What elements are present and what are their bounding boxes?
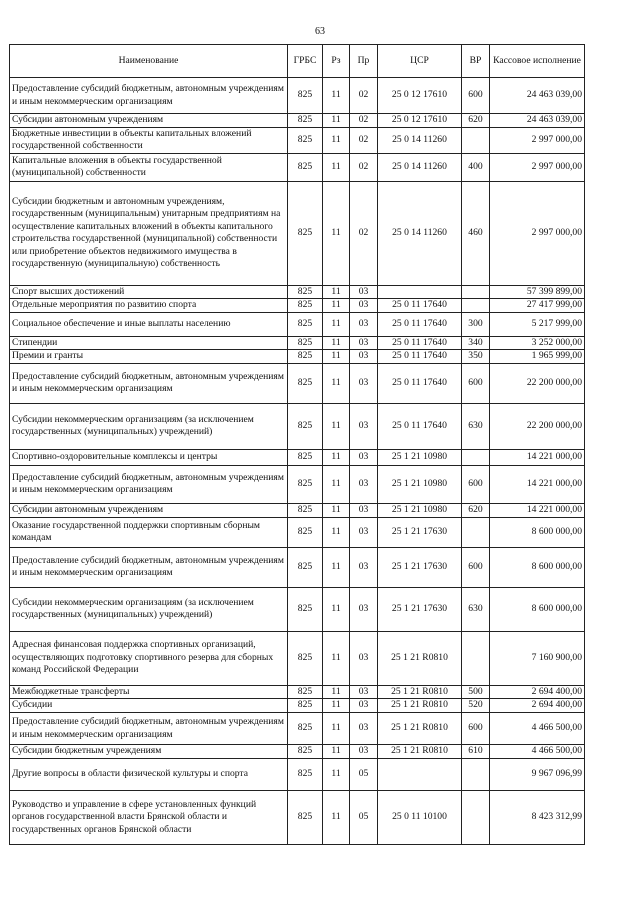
header-csr: ЦСР: [378, 45, 462, 78]
row-name: Предоставление субсидий бюджетным, автономным учреждениям и иным некоммерческим организациям: [10, 363, 288, 403]
row-amount: 27 417 999,00: [490, 299, 585, 313]
row-grbs: 825: [288, 350, 323, 364]
row-vr: 600: [462, 713, 490, 745]
row-csr: 25 1 21 10980: [378, 449, 462, 465]
row-rz: 11: [323, 350, 350, 364]
table-row: [10, 299, 585, 313]
row-amount: 2 997 000,00: [490, 153, 585, 181]
row-vr: 620: [462, 503, 490, 517]
row-grbs: 825: [288, 403, 323, 449]
row-csr: 25 1 21 17630: [378, 517, 462, 547]
table-row: [10, 181, 585, 285]
row-amount: 2 694 400,00: [490, 685, 585, 699]
page-number: 63: [315, 26, 325, 37]
header-pr: Пр: [350, 45, 378, 78]
row-name: Субсидии некоммерческим организациям (за исключением государственных (муниципальных) учреждений): [10, 403, 288, 449]
row-pr: 03: [350, 517, 378, 547]
row-pr: 03: [350, 745, 378, 759]
row-grbs: 825: [288, 336, 323, 350]
row-csr: 25 0 14 11260: [378, 153, 462, 181]
row-amount: 8 423 312,99: [490, 791, 585, 845]
row-grbs: 825: [288, 547, 323, 587]
row-name: Адресная финансовая поддержка спортивных организаций, осуществляющих подготовку спортивного резерва для сборных команд Российской Федерации: [10, 631, 288, 685]
table-row: [10, 713, 585, 745]
row-vr: 600: [462, 547, 490, 587]
header-name: Наименование: [10, 45, 288, 78]
table-row: [10, 517, 585, 547]
row-vr: 620: [462, 114, 490, 128]
row-pr: 02: [350, 181, 378, 285]
row-grbs: 825: [288, 78, 323, 114]
row-vr: [462, 285, 490, 299]
table-row: [10, 336, 585, 350]
row-vr: 500: [462, 685, 490, 699]
row-name: Межбюджетные трансферты: [10, 685, 288, 699]
row-vr: 520: [462, 699, 490, 713]
row-amount: 24 463 039,00: [490, 114, 585, 128]
row-vr: 340: [462, 336, 490, 350]
row-pr: 03: [350, 449, 378, 465]
row-csr: 25 1 21 R0810: [378, 699, 462, 713]
row-csr: 25 0 12 17610: [378, 78, 462, 114]
table-row: [10, 285, 585, 299]
table-body: [10, 78, 585, 845]
row-csr: 25 0 11 17640: [378, 403, 462, 449]
row-vr: [462, 517, 490, 547]
row-csr: 25 0 14 11260: [378, 127, 462, 153]
row-grbs: 825: [288, 153, 323, 181]
row-csr: 25 1 21 R0810: [378, 631, 462, 685]
row-vr: 610: [462, 745, 490, 759]
row-grbs: 825: [288, 685, 323, 699]
row-grbs: 825: [288, 312, 323, 336]
row-pr: 03: [350, 285, 378, 299]
row-amount: 3 252 000,00: [490, 336, 585, 350]
row-grbs: 825: [288, 699, 323, 713]
row-rz: 11: [323, 127, 350, 153]
row-amount: 57 399 899,00: [490, 285, 585, 299]
row-vr: [462, 299, 490, 313]
row-name: Бюджетные инвестиции в объекты капитальных вложений государственной собственности: [10, 127, 288, 153]
row-rz: 11: [323, 403, 350, 449]
table-row: [10, 547, 585, 587]
header-row: [10, 45, 585, 78]
row-csr: 25 1 21 17630: [378, 587, 462, 631]
row-pr: 03: [350, 312, 378, 336]
row-rz: 11: [323, 285, 350, 299]
row-pr: 03: [350, 587, 378, 631]
row-rz: 11: [323, 517, 350, 547]
row-rz: 11: [323, 631, 350, 685]
row-amount: 5 217 999,00: [490, 312, 585, 336]
row-vr: 630: [462, 587, 490, 631]
row-name: Отдельные мероприятия по развитию спорта: [10, 299, 288, 313]
row-rz: 11: [323, 78, 350, 114]
row-name: Предоставление субсидий бюджетным, автономным учреждениям и иным некоммерческим организациям: [10, 713, 288, 745]
row-pr: 05: [350, 759, 378, 791]
row-grbs: 825: [288, 127, 323, 153]
row-vr: [462, 127, 490, 153]
row-vr: 400: [462, 153, 490, 181]
budget-execution-table: [9, 44, 585, 845]
row-csr: 25 1 21 R0810: [378, 713, 462, 745]
row-amount: 4 466 500,00: [490, 745, 585, 759]
row-vr: 350: [462, 350, 490, 364]
row-amount: 24 463 039,00: [490, 78, 585, 114]
row-amount: 2 694 400,00: [490, 699, 585, 713]
row-pr: 03: [350, 403, 378, 449]
row-amount: 9 967 096,99: [490, 759, 585, 791]
row-grbs: 825: [288, 114, 323, 128]
row-amount: 8 600 000,00: [490, 547, 585, 587]
table-row: [10, 312, 585, 336]
row-pr: 03: [350, 299, 378, 313]
table-row: [10, 587, 585, 631]
row-csr: [378, 285, 462, 299]
table-row: [10, 114, 585, 128]
row-grbs: 825: [288, 759, 323, 791]
table-row: [10, 153, 585, 181]
row-rz: 11: [323, 791, 350, 845]
row-name: Предоставление субсидий бюджетным, автономным учреждениям и иным некоммерческим организациям: [10, 465, 288, 503]
row-vr: [462, 759, 490, 791]
row-csr: 25 0 12 17610: [378, 114, 462, 128]
row-csr: 25 0 11 17640: [378, 312, 462, 336]
table-row: [10, 685, 585, 699]
row-csr: 25 1 21 17630: [378, 547, 462, 587]
row-name: Субсидии бюджетным и автономным учреждениям, государственным (муниципальным) унитарным предприятиям на осуществление капитальных вложений в объекты капитального строительства государственной (муниципальной) собственности или приобретение объектов недвижимого имущества в государственную (муниципальную) собственность: [10, 181, 288, 285]
table-row: [10, 503, 585, 517]
row-pr: 03: [350, 503, 378, 517]
row-name: Капитальные вложения в объекты государственной (муниципальной) собственности: [10, 153, 288, 181]
row-grbs: 825: [288, 465, 323, 503]
row-pr: 03: [350, 363, 378, 403]
row-amount: 22 200 000,00: [490, 363, 585, 403]
row-vr: 300: [462, 312, 490, 336]
row-vr: [462, 631, 490, 685]
row-amount: 8 600 000,00: [490, 517, 585, 547]
row-name: Премии и гранты: [10, 350, 288, 364]
row-rz: 11: [323, 759, 350, 791]
row-name: Руководство и управление в сфере установленных функций органов государственной власти Брянской области и государственных органов Брянской области: [10, 791, 288, 845]
header-amount: Кассовое исполнение: [490, 45, 585, 78]
row-rz: 11: [323, 114, 350, 128]
row-rz: 11: [323, 449, 350, 465]
table-row: [10, 699, 585, 713]
row-amount: 1 965 999,00: [490, 350, 585, 364]
row-amount: 14 221 000,00: [490, 503, 585, 517]
row-amount: 2 997 000,00: [490, 127, 585, 153]
row-name: Субсидии некоммерческим организациям (за исключением государственных (муниципальных) учреждений): [10, 587, 288, 631]
row-pr: 03: [350, 465, 378, 503]
row-rz: 11: [323, 587, 350, 631]
row-pr: 03: [350, 350, 378, 364]
row-amount: 7 160 900,00: [490, 631, 585, 685]
row-grbs: 825: [288, 631, 323, 685]
row-rz: 11: [323, 153, 350, 181]
row-name: Субсидии автономным учреждениям: [10, 114, 288, 128]
row-csr: 25 1 21 10980: [378, 503, 462, 517]
row-pr: 02: [350, 114, 378, 128]
row-name: Спортивно-оздоровительные комплексы и центры: [10, 449, 288, 465]
row-grbs: 825: [288, 503, 323, 517]
row-rz: 11: [323, 503, 350, 517]
row-pr: 03: [350, 547, 378, 587]
row-rz: 11: [323, 547, 350, 587]
row-vr: [462, 449, 490, 465]
header-vr: ВР: [462, 45, 490, 78]
table-row: [10, 631, 585, 685]
row-amount: 2 997 000,00: [490, 181, 585, 285]
row-csr: 25 1 21 10980: [378, 465, 462, 503]
row-csr: 25 0 11 17640: [378, 350, 462, 364]
header-rz: Рз: [323, 45, 350, 78]
row-pr: 02: [350, 127, 378, 153]
row-rz: 11: [323, 299, 350, 313]
row-rz: 11: [323, 699, 350, 713]
row-rz: 11: [323, 465, 350, 503]
row-pr: 02: [350, 78, 378, 114]
row-csr: 25 1 21 R0810: [378, 685, 462, 699]
row-name: Стипендии: [10, 336, 288, 350]
row-vr: 600: [462, 465, 490, 503]
row-name: Субсидии: [10, 699, 288, 713]
row-grbs: 825: [288, 713, 323, 745]
table-row: [10, 127, 585, 153]
row-amount: 14 221 000,00: [490, 449, 585, 465]
table-row: [10, 465, 585, 503]
row-vr: 600: [462, 363, 490, 403]
row-rz: 11: [323, 685, 350, 699]
row-name: Предоставление субсидий бюджетным, автономным учреждениям и иным некоммерческим организациям: [10, 547, 288, 587]
row-grbs: 825: [288, 299, 323, 313]
row-pr: 03: [350, 713, 378, 745]
row-rz: 11: [323, 312, 350, 336]
table-row: [10, 350, 585, 364]
row-csr: 25 0 14 11260: [378, 181, 462, 285]
row-csr: 25 0 11 17640: [378, 336, 462, 350]
row-pr: 02: [350, 153, 378, 181]
row-grbs: 825: [288, 181, 323, 285]
row-pr: 03: [350, 699, 378, 713]
row-grbs: 825: [288, 363, 323, 403]
row-name: Социальное обеспечение и иные выплаты населению: [10, 312, 288, 336]
row-rz: 11: [323, 745, 350, 759]
row-vr: 600: [462, 78, 490, 114]
row-vr: 460: [462, 181, 490, 285]
table-row: [10, 449, 585, 465]
row-amount: 14 221 000,00: [490, 465, 585, 503]
row-grbs: 825: [288, 449, 323, 465]
table-row: [10, 363, 585, 403]
row-csr: 25 0 11 10100: [378, 791, 462, 845]
row-csr: 25 0 11 17640: [378, 363, 462, 403]
row-pr: 05: [350, 791, 378, 845]
row-csr: [378, 759, 462, 791]
row-name: Спорт высших достижений: [10, 285, 288, 299]
row-grbs: 825: [288, 587, 323, 631]
row-vr: [462, 791, 490, 845]
row-csr: 25 0 11 17640: [378, 299, 462, 313]
row-grbs: 825: [288, 285, 323, 299]
table-row: [10, 745, 585, 759]
row-name: Субсидии автономным учреждениям: [10, 503, 288, 517]
header-grbs: ГРБС: [288, 45, 323, 78]
row-grbs: 825: [288, 517, 323, 547]
table-row: [10, 791, 585, 845]
row-rz: 11: [323, 181, 350, 285]
row-amount: 22 200 000,00: [490, 403, 585, 449]
row-pr: 03: [350, 336, 378, 350]
row-grbs: 825: [288, 791, 323, 845]
row-name: Субсидии бюджетным учреждениям: [10, 745, 288, 759]
row-name: Оказание государственной поддержки спортивным сборным командам: [10, 517, 288, 547]
table-row: [10, 403, 585, 449]
row-rz: 11: [323, 713, 350, 745]
row-name: Предоставление субсидий бюджетным, автономным учреждениям и иным некоммерческим организациям: [10, 78, 288, 114]
row-amount: 4 466 500,00: [490, 713, 585, 745]
row-name: Другие вопросы в области физической культуры и спорта: [10, 759, 288, 791]
row-grbs: 825: [288, 745, 323, 759]
row-amount: 8 600 000,00: [490, 587, 585, 631]
row-csr: 25 1 21 R0810: [378, 745, 462, 759]
row-pr: 03: [350, 685, 378, 699]
row-pr: 03: [350, 631, 378, 685]
row-vr: 630: [462, 403, 490, 449]
row-rz: 11: [323, 363, 350, 403]
table-row: [10, 78, 585, 114]
row-rz: 11: [323, 336, 350, 350]
table-row: [10, 759, 585, 791]
